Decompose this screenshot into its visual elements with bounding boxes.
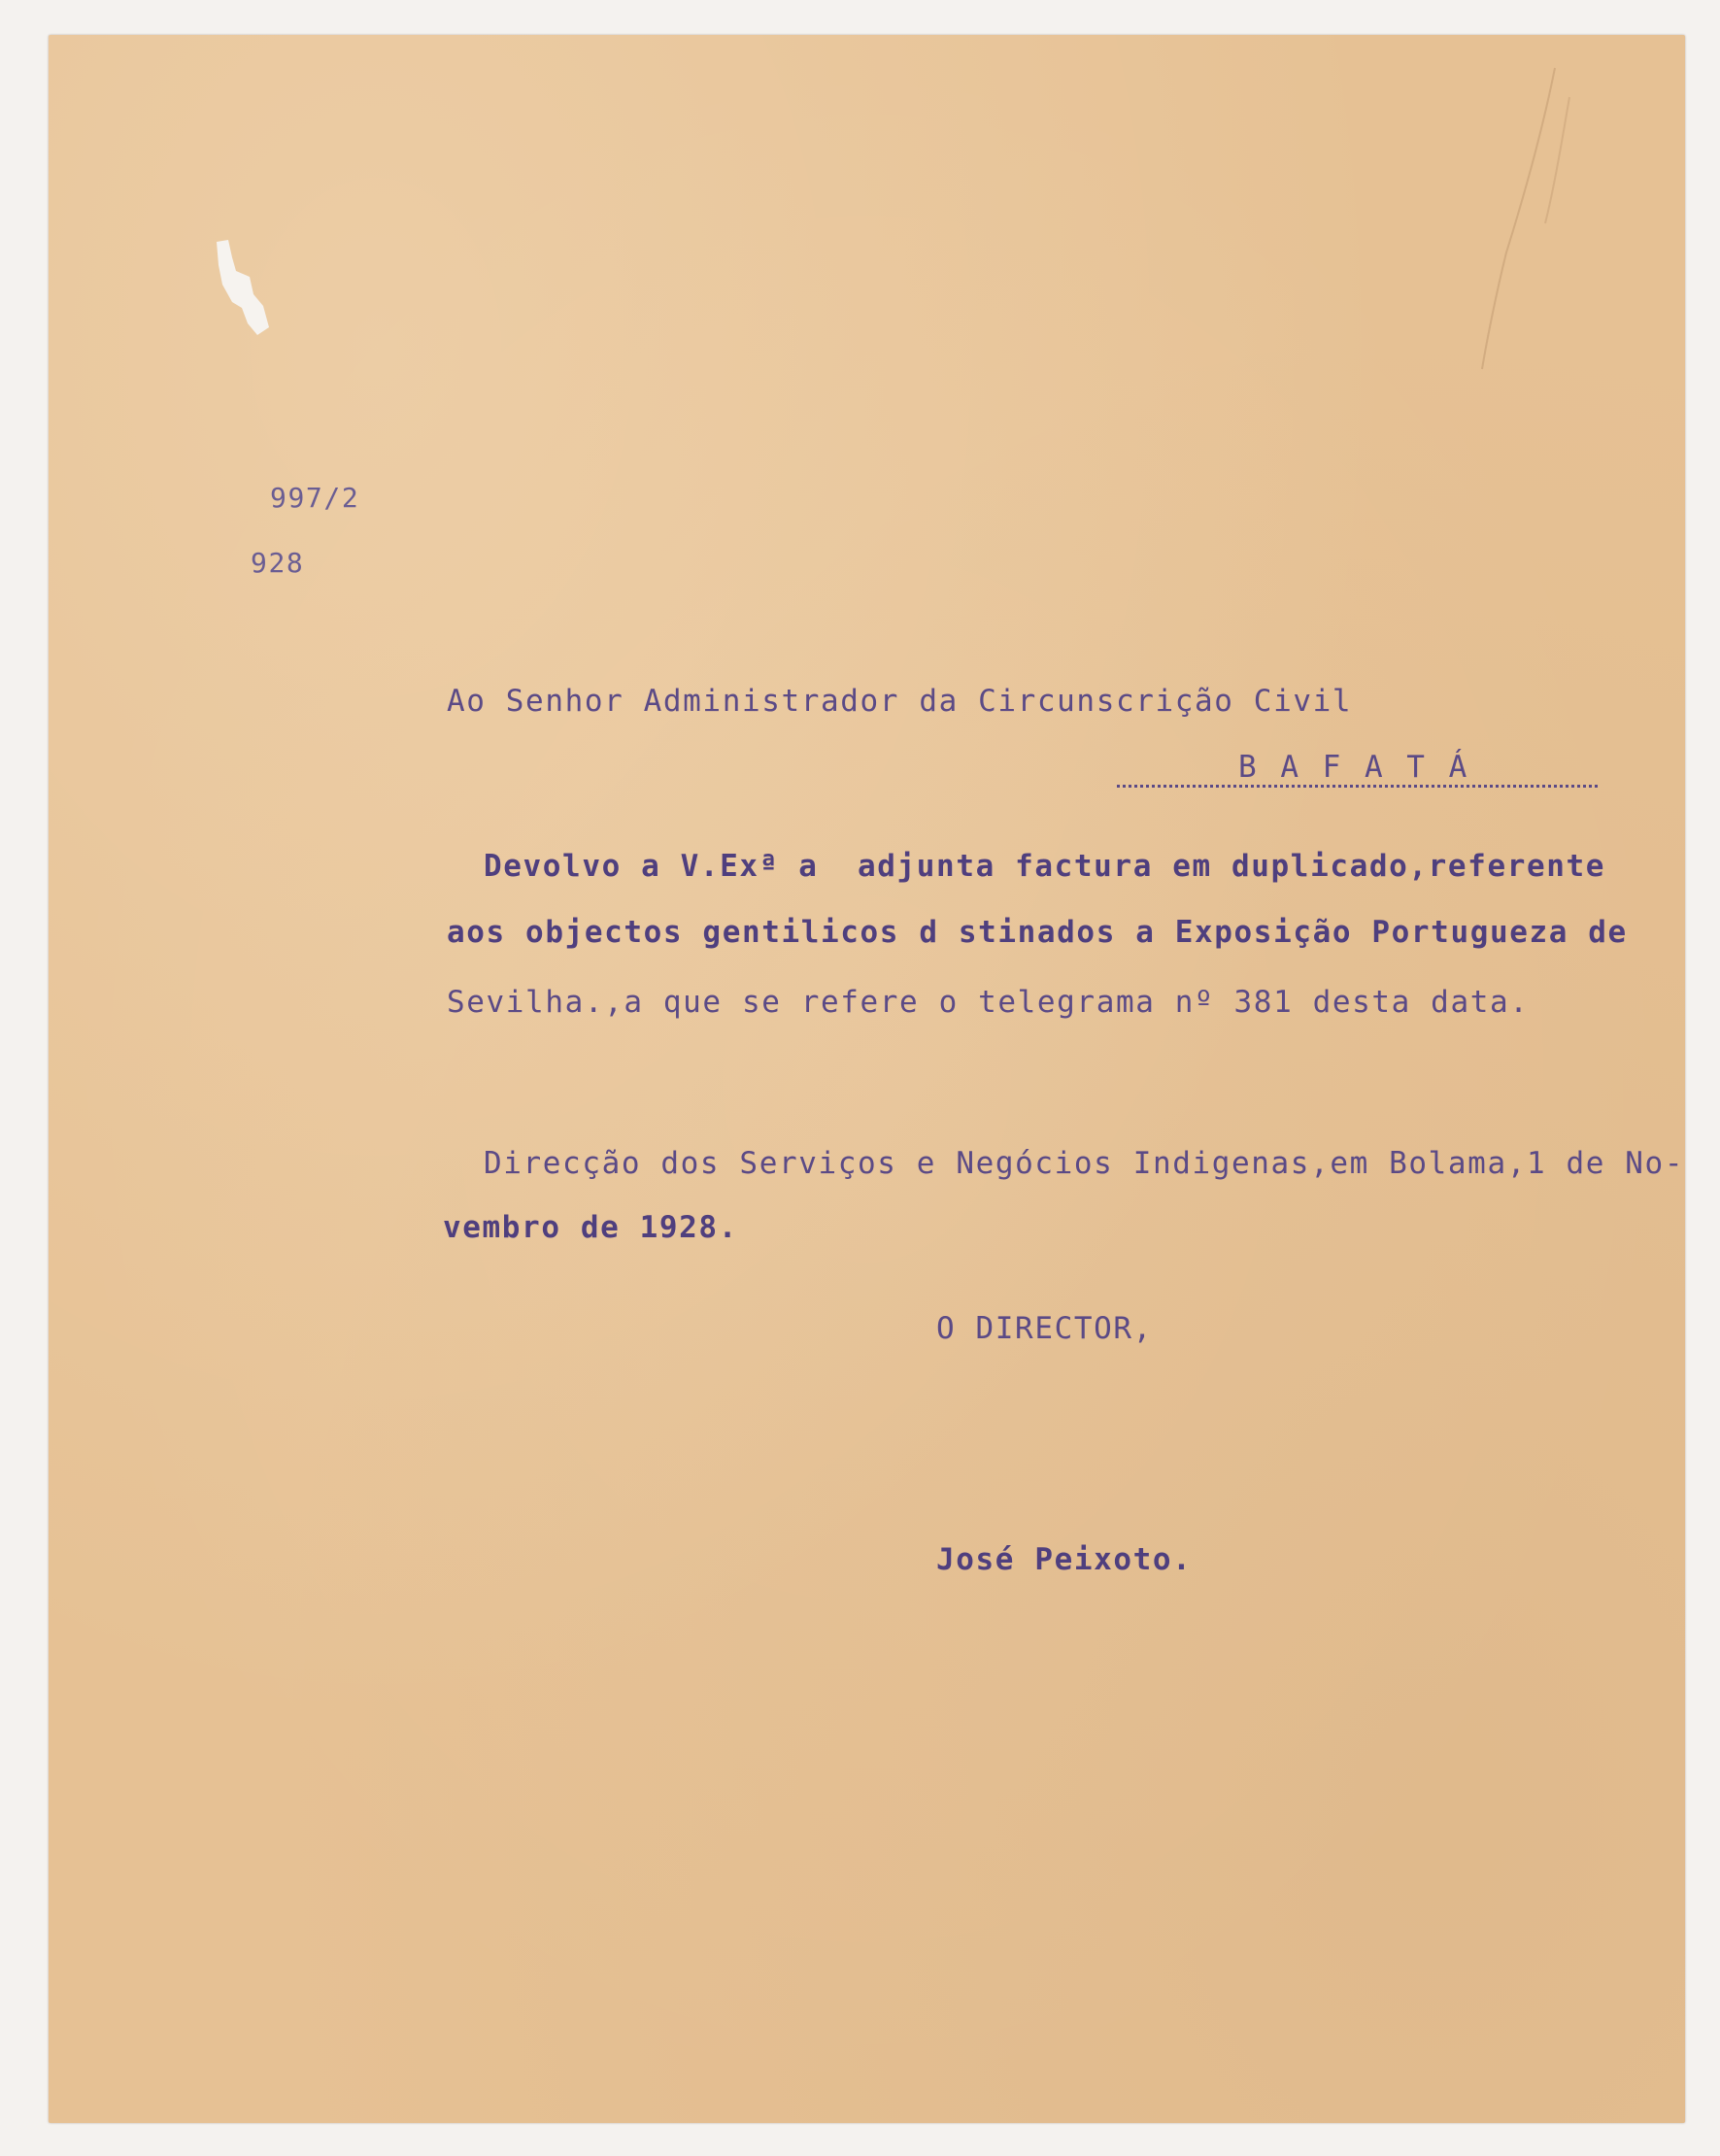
signatory-name: José Peixoto. bbox=[936, 1542, 1193, 1577]
closing-line-2: vembro de 1928. bbox=[443, 1210, 738, 1245]
reference-year: 928 bbox=[251, 547, 305, 579]
paper-crease-mark bbox=[1438, 58, 1584, 379]
paragraph-line-1: Devolvo a V.Exª a adjunta factura em duplicado,referente bbox=[484, 849, 1606, 884]
destination-underline bbox=[1117, 785, 1598, 788]
reference-number: 997/2 bbox=[270, 482, 360, 514]
signatory-title: O DIRECTOR, bbox=[936, 1311, 1153, 1346]
closing-line-1: Direcção dos Serviços e Negócios Indigenas,em Bolama,1 de No- bbox=[484, 1146, 1685, 1181]
addressee-line: Ao Senhor Administrador da Circunscrição Civil bbox=[447, 684, 1353, 719]
paragraph-line-3: Sevilha.,a que se refere o telegrama nº 381 desta data. bbox=[447, 985, 1530, 1020]
paper-tear-mark bbox=[209, 238, 277, 345]
destination-name: B A F A T Á bbox=[1238, 750, 1470, 785]
paragraph-line-2: aos objectos gentilicos d stinados a Exposição Portugueza de bbox=[447, 915, 1628, 950]
